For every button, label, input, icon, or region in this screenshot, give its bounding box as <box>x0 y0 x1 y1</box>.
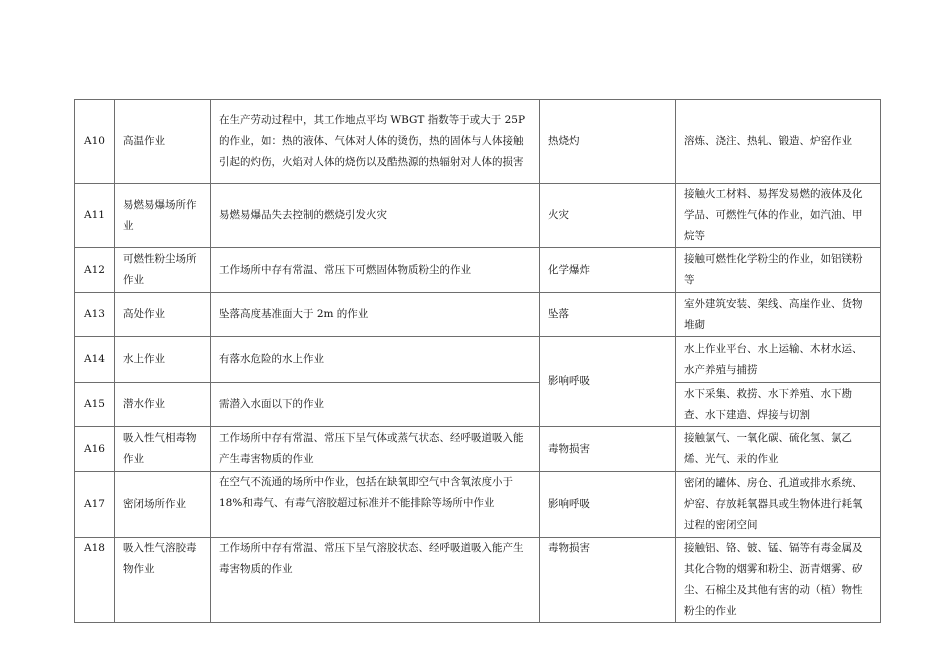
cases-cell: 接触可燃性化学粉尘的作业，如铝镁粉等 <box>676 248 881 293</box>
hazard-cell: 毒物损害 <box>540 427 676 472</box>
code-cell: A14 <box>75 337 115 383</box>
operation-cell: 高处作业 <box>115 293 211 337</box>
hazard-cell: 化学爆炸 <box>540 248 676 293</box>
description-cell: 工作场所中存有常温、常压下可燃固体物质粉尘的作业 <box>211 248 540 293</box>
hazard-cell: 影响呼吸 <box>540 472 676 538</box>
operation-cell: 易燃易爆场所作业 <box>115 184 211 248</box>
table-row <box>75 248 881 293</box>
table-row <box>75 184 881 248</box>
cases-cell: 室外建筑安装、架线、高崖作业、货物堆砌 <box>676 293 881 337</box>
cases-cell: 水下采集、救捞、水下养殖、水下勘查、水下建造、焊接与切割 <box>676 383 881 427</box>
description-cell: 工作场所中存有常温、常压下呈气体或蒸气状态、经呼吸道吸入能产生毒害物质的作业 <box>211 427 540 472</box>
cases-cell: 接触铝、铬、铍、锰、镉等有毒金属及其化合物的烟雾和粉尘、沥青烟雾、矽尘、石棉尘及其他有害的动（植）物性粉尘的作业 <box>676 538 881 623</box>
cases-cell: 接触火工材料、易挥发易燃的液体及化学品、可燃性气体的作业，如汽油、甲烷等 <box>676 184 881 248</box>
description-cell: 在空气不流通的场所中作业，包括在缺氧即空气中含氧浓度小于 18%和毒气、有毒气溶胶超过标准并不能排除等场所中作业 <box>211 472 540 538</box>
code-cell: A10 <box>75 100 115 184</box>
table-row <box>75 293 881 337</box>
table-row <box>75 472 881 538</box>
description-cell: 有落水危险的水上作业 <box>211 337 540 383</box>
operation-cell: 潜水作业 <box>115 383 211 427</box>
table-row <box>75 337 881 383</box>
operation-cell: 高温作业 <box>115 100 211 184</box>
description-cell: 易燃易爆品失去控制的燃烧引发火灾 <box>211 184 540 248</box>
code-cell: A17 <box>75 472 115 538</box>
hazard-cell: 影响呼吸 <box>540 337 676 427</box>
code-cell: A16 <box>75 427 115 472</box>
description-cell: 工作场所中存有常温、常压下呈气溶胶状态、经呼吸道吸入能产生毒害物质的作业 <box>211 538 540 623</box>
cases-cell: 水上作业平台、水上运输、木材水运、水产养殖与捕捞 <box>676 337 881 383</box>
hazard-cell: 热烧灼 <box>540 100 676 184</box>
description-cell: 需潜入水面以下的作业 <box>211 383 540 427</box>
operation-cell: 水上作业 <box>115 337 211 383</box>
hazard-cell: 毒物损害 <box>540 538 676 623</box>
operation-cell: 密闭场所作业 <box>115 472 211 538</box>
code-cell: A11 <box>75 184 115 248</box>
description-cell: 坠落高度基准面大于 2m 的作业 <box>211 293 540 337</box>
code-cell: A13 <box>75 293 115 337</box>
table-row <box>75 427 881 472</box>
cases-cell: 溶炼、浇注、热轧、锻造、炉窑作业 <box>676 100 881 184</box>
hazard-cell: 火灾 <box>540 184 676 248</box>
table-row <box>75 100 881 184</box>
operation-cell: 吸入性气溶胶毒物作业 <box>115 538 211 623</box>
code-cell: A18 <box>75 538 115 623</box>
hazard-table <box>74 99 881 623</box>
table-row <box>75 538 881 623</box>
code-cell: A12 <box>75 248 115 293</box>
code-cell: A15 <box>75 383 115 427</box>
table-row <box>75 383 881 427</box>
cases-cell: 接触氯气、一氧化碳、硫化氢、氯乙烯、光气、汞的作业 <box>676 427 881 472</box>
operation-cell: 可燃性粉尘场所作业 <box>115 248 211 293</box>
hazard-cell: 坠落 <box>540 293 676 337</box>
description-cell: 在生产劳动过程中，其工作地点平均 WBGT 指数等于或大于 25P 的作业，如：热的液体、气体对人体的烫伤，热的固体与人体接触引起的灼伤，火焰对人体的烧伤以及酷热源的热辐射对人体的损害 <box>211 100 540 184</box>
cases-cell: 密闭的罐体、房仓、孔道或排水系统、炉窑、存放耗氧器具或生物体进行耗氧过程的密闭空间 <box>676 472 881 538</box>
operation-cell: 吸入性气相毒物作业 <box>115 427 211 472</box>
